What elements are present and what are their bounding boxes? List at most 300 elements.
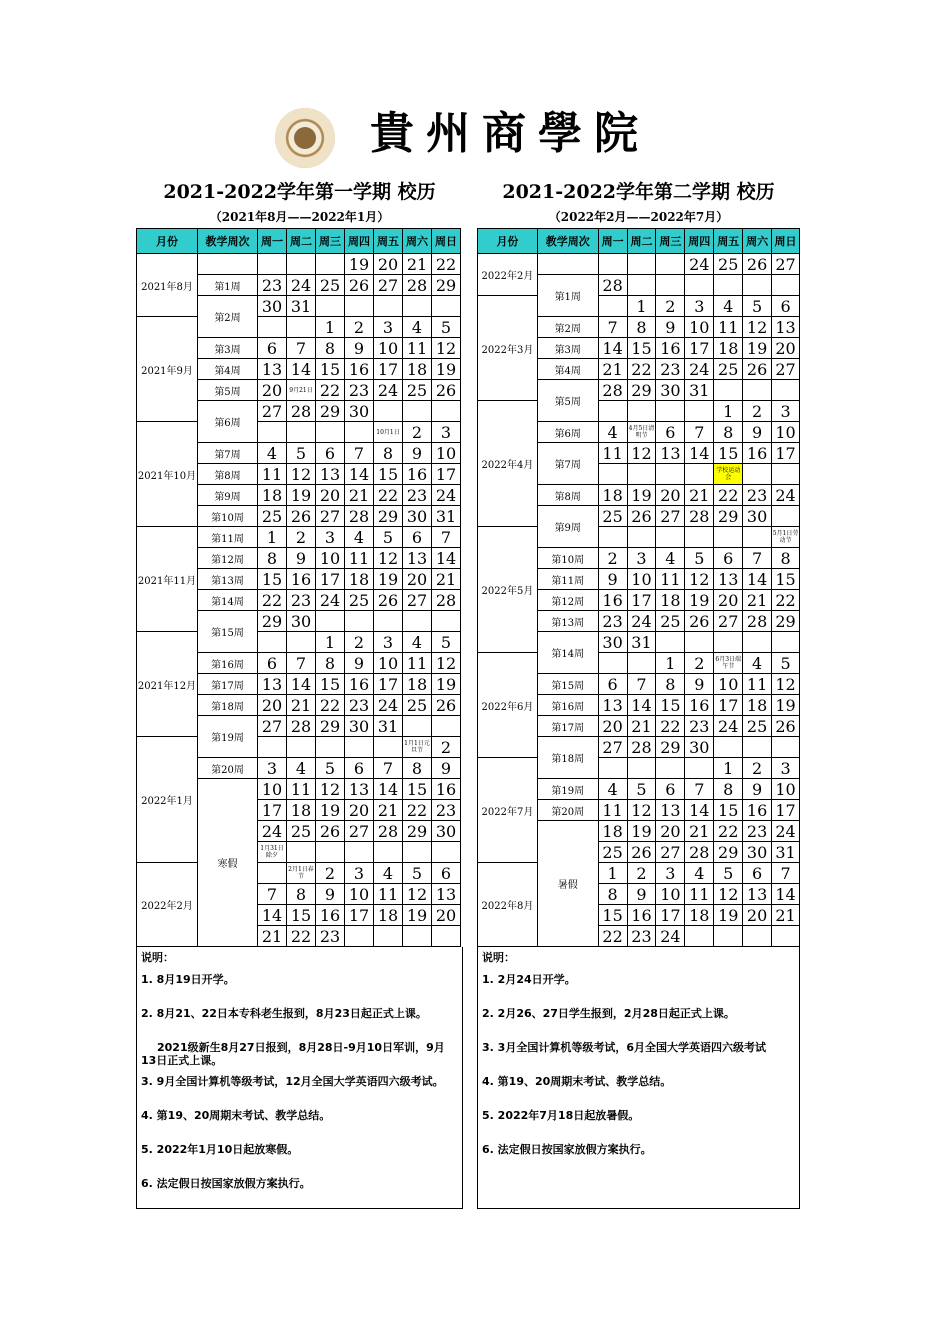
- day-cell: 15: [714, 800, 743, 821]
- day-cell: 10: [656, 884, 685, 905]
- day-cell: [432, 611, 461, 632]
- week-cell: 第6周: [537, 422, 598, 443]
- day-cell: 21: [287, 695, 316, 716]
- day-cell: 21: [598, 359, 627, 380]
- day-cell: 26: [432, 380, 461, 401]
- day-cell: [772, 506, 800, 527]
- day-cell: [258, 737, 287, 758]
- day-cell: 7: [685, 422, 714, 443]
- day-cell: 30: [743, 842, 772, 863]
- day-cell: 2: [345, 632, 374, 653]
- day-cell: 26: [287, 506, 316, 527]
- day-cell: 24: [287, 275, 316, 296]
- day-cell: 10: [772, 779, 800, 800]
- week-cell: 第7周: [198, 443, 258, 464]
- day-cell: 14: [258, 905, 287, 926]
- day-cell: 5: [772, 653, 800, 674]
- semester-1-table: [136, 228, 461, 947]
- calendar-row: [478, 863, 800, 884]
- day-cell: 1: [258, 527, 287, 548]
- day-cell: 9: [345, 653, 374, 674]
- day-cell: 4: [403, 632, 432, 653]
- day-cell: [627, 758, 656, 779]
- day-cell: 15: [258, 569, 287, 590]
- day-cell: [656, 527, 685, 548]
- day-cell: 27: [772, 254, 800, 275]
- day-cell: 13: [432, 884, 461, 905]
- day-cell: 27: [316, 506, 345, 527]
- week-cell: 第17周: [537, 716, 598, 737]
- day-cell: 9: [743, 422, 772, 443]
- month-cell: 2021年10月: [137, 422, 198, 527]
- day-cell: 9: [598, 569, 627, 590]
- day-cell: 23: [627, 926, 656, 947]
- day-cell: 14: [374, 779, 403, 800]
- month-cell: 2021年12月: [137, 632, 198, 737]
- day-cell: 5: [685, 548, 714, 569]
- day-cell: 16: [403, 464, 432, 485]
- week-cell: 第13周: [198, 569, 258, 590]
- day-cell: 12: [316, 779, 345, 800]
- day-cell: [258, 317, 287, 338]
- day-cell: 11: [598, 443, 627, 464]
- day-cell: 22: [432, 254, 461, 275]
- week-cell: 第18周: [537, 737, 598, 779]
- day-cell: 24: [685, 359, 714, 380]
- day-cell: 22: [374, 485, 403, 506]
- month-cell: 2022年1月: [137, 737, 198, 863]
- day-cell: [656, 275, 685, 296]
- day-cell: 3: [374, 317, 403, 338]
- day-cell: 2: [287, 527, 316, 548]
- day-cell: 21: [403, 254, 432, 275]
- week-cell: 第19周: [537, 779, 598, 800]
- day-cell: [316, 422, 345, 443]
- day-cell: 20: [432, 905, 461, 926]
- day-cell: 28: [287, 401, 316, 422]
- day-cell: 7: [374, 758, 403, 779]
- day-cell: 24: [374, 380, 403, 401]
- day-cell: 5: [627, 779, 656, 800]
- day-cell: 14: [743, 569, 772, 590]
- day-cell: 1: [714, 401, 743, 422]
- day-cell: 22: [287, 926, 316, 947]
- day-cell: [743, 380, 772, 401]
- day-cell: 28: [403, 275, 432, 296]
- day-cell: 12: [685, 569, 714, 590]
- day-cell: [403, 842, 432, 863]
- day-cell: 15: [656, 695, 685, 716]
- day-cell: 18: [598, 821, 627, 842]
- day-cell: 19: [316, 800, 345, 821]
- day-cell: 18: [714, 338, 743, 359]
- day-cell: [374, 842, 403, 863]
- day-cell: 22: [316, 695, 345, 716]
- day-cell: 28: [345, 506, 374, 527]
- day-cell: 9: [656, 317, 685, 338]
- day-cell: 10: [685, 317, 714, 338]
- day-cell: 27: [258, 716, 287, 737]
- day-cell: [345, 611, 374, 632]
- note-line: 2021级新生8月27日报到，8月28日-9月10日军训，9月13日正式上课。: [141, 1041, 445, 1067]
- week-cell: 暑假: [537, 821, 598, 947]
- day-cell: 26: [316, 821, 345, 842]
- day-cell: 21: [432, 569, 461, 590]
- day-cell: [743, 926, 772, 947]
- calendar-row: [137, 737, 461, 758]
- day-cell: 24: [316, 590, 345, 611]
- day-cell: [258, 422, 287, 443]
- day-cell: 5月1日劳动节: [772, 527, 800, 548]
- calendar-row: [137, 317, 461, 338]
- day-cell: 11: [258, 464, 287, 485]
- week-cell: 第2周: [198, 296, 258, 338]
- day-cell: 17: [772, 800, 800, 821]
- day-cell: [627, 527, 656, 548]
- note-line: 3. 9月全国计算机等级考试，12月全国大学英语四六级考试。: [141, 1075, 444, 1088]
- day-cell: 26: [685, 611, 714, 632]
- day-cell: 29: [316, 716, 345, 737]
- day-cell: [432, 401, 461, 422]
- note-line: 5. 2022年7月18日起放暑假。: [482, 1109, 640, 1122]
- day-cell: 13: [598, 695, 627, 716]
- day-cell: 23: [287, 590, 316, 611]
- day-cell: 26: [345, 275, 374, 296]
- day-cell: [743, 632, 772, 653]
- day-cell: 3: [772, 401, 800, 422]
- day-cell: 29: [374, 506, 403, 527]
- month-cell: 2021年8月: [137, 254, 198, 317]
- day-cell: [656, 758, 685, 779]
- week-cell: 第3周: [537, 338, 598, 359]
- day-cell: 8: [403, 758, 432, 779]
- week-cell: 寒假: [198, 779, 258, 947]
- day-cell: 8: [287, 884, 316, 905]
- week-cell: 第8周: [198, 464, 258, 485]
- header-cell: 周三: [316, 229, 345, 254]
- day-cell: 17: [432, 464, 461, 485]
- week-cell: 第14周: [198, 590, 258, 611]
- day-cell: [374, 296, 403, 317]
- day-cell: 5: [432, 632, 461, 653]
- day-cell: 11: [714, 317, 743, 338]
- calendar-row: [478, 254, 800, 275]
- day-cell: 22: [772, 590, 800, 611]
- day-cell: 13: [656, 443, 685, 464]
- day-cell: 12: [772, 674, 800, 695]
- month-cell: 2022年7月: [478, 758, 538, 863]
- day-cell: 17: [772, 443, 800, 464]
- day-cell: 3: [685, 296, 714, 317]
- day-cell: 12: [743, 317, 772, 338]
- day-cell: 14: [287, 674, 316, 695]
- day-cell: 3: [258, 758, 287, 779]
- day-cell: 24: [685, 254, 714, 275]
- header-cell: 月份: [478, 229, 538, 254]
- day-cell: 15: [627, 338, 656, 359]
- day-cell: [714, 527, 743, 548]
- week-cell: [537, 254, 598, 275]
- week-cell: 第20周: [198, 758, 258, 779]
- day-cell: 8: [627, 317, 656, 338]
- day-cell: [772, 926, 800, 947]
- day-cell: 15: [287, 905, 316, 926]
- day-cell: 13: [403, 548, 432, 569]
- day-cell: [714, 926, 743, 947]
- day-cell: 10: [627, 569, 656, 590]
- day-cell: 21: [772, 905, 800, 926]
- day-cell: 2: [627, 863, 656, 884]
- day-cell: 1月1日元旦节: [403, 737, 432, 758]
- header-cell: 周六: [743, 229, 772, 254]
- day-cell: 29: [714, 842, 743, 863]
- calendar-row: [137, 863, 461, 884]
- day-cell: 17: [316, 569, 345, 590]
- day-cell: 20: [258, 695, 287, 716]
- semester-2-calendar: [477, 178, 800, 1209]
- note-line: 1. 2月24日开学。: [482, 973, 576, 986]
- day-cell: 23: [743, 821, 772, 842]
- week-cell: 第18周: [198, 695, 258, 716]
- day-cell: 1: [656, 653, 685, 674]
- day-cell: 18: [374, 905, 403, 926]
- week-cell: 第9周: [537, 506, 598, 548]
- day-cell: 23: [345, 380, 374, 401]
- semester-1-calendar: [136, 178, 463, 1209]
- day-cell: 2: [598, 548, 627, 569]
- day-cell: 11: [743, 674, 772, 695]
- day-cell: 12: [374, 548, 403, 569]
- day-cell: [345, 737, 374, 758]
- day-cell: 4: [374, 863, 403, 884]
- header-cell: 周日: [432, 229, 461, 254]
- day-cell: 21: [743, 590, 772, 611]
- day-cell: 学校运动会: [714, 464, 743, 485]
- day-cell: 13: [258, 359, 287, 380]
- day-cell: 17: [345, 905, 374, 926]
- calendar-row: [137, 632, 461, 653]
- day-cell: 3: [316, 527, 345, 548]
- day-cell: 15: [374, 464, 403, 485]
- week-cell: 第5周: [537, 380, 598, 422]
- day-cell: 10: [316, 548, 345, 569]
- day-cell: 30: [743, 506, 772, 527]
- calendar-row: [137, 254, 461, 275]
- day-cell: 20: [598, 716, 627, 737]
- day-cell: 15: [316, 359, 345, 380]
- day-cell: 30: [656, 380, 685, 401]
- day-cell: [287, 422, 316, 443]
- day-cell: [345, 842, 374, 863]
- day-cell: [403, 296, 432, 317]
- week-cell: 第11周: [537, 569, 598, 590]
- day-cell: 18: [598, 485, 627, 506]
- day-cell: 24: [258, 821, 287, 842]
- day-cell: 29: [432, 275, 461, 296]
- day-cell: 27: [772, 359, 800, 380]
- day-cell: [316, 842, 345, 863]
- day-cell: 1: [627, 296, 656, 317]
- day-cell: 18: [403, 359, 432, 380]
- day-cell: 19: [743, 338, 772, 359]
- day-cell: 25: [345, 590, 374, 611]
- week-cell: 第14周: [537, 632, 598, 674]
- day-cell: 20: [403, 569, 432, 590]
- day-cell: 6月3日端午节: [714, 653, 743, 674]
- day-cell: 7: [743, 548, 772, 569]
- day-cell: [374, 611, 403, 632]
- day-cell: 2: [743, 401, 772, 422]
- month-cell: 2022年2月: [478, 254, 538, 296]
- day-cell: [627, 653, 656, 674]
- day-cell: 5: [403, 863, 432, 884]
- seal-center: [294, 127, 316, 149]
- day-cell: [403, 716, 432, 737]
- day-cell: 2: [685, 653, 714, 674]
- day-cell: 8: [598, 884, 627, 905]
- day-cell: [656, 401, 685, 422]
- day-cell: 30: [598, 632, 627, 653]
- week-cell: 第1周: [537, 275, 598, 317]
- day-cell: 4: [345, 527, 374, 548]
- day-cell: 25: [656, 611, 685, 632]
- note-line: 说明：: [141, 951, 174, 964]
- day-cell: [743, 275, 772, 296]
- day-cell: 16: [432, 779, 461, 800]
- day-cell: [287, 632, 316, 653]
- day-cell: 16: [743, 800, 772, 821]
- day-cell: 26: [432, 695, 461, 716]
- day-cell: [432, 716, 461, 737]
- day-cell: 15: [598, 905, 627, 926]
- day-cell: [287, 317, 316, 338]
- day-cell: 24: [374, 695, 403, 716]
- day-cell: 7: [598, 317, 627, 338]
- week-cell: 第3周: [198, 338, 258, 359]
- day-cell: 19: [714, 905, 743, 926]
- day-cell: [598, 296, 627, 317]
- day-cell: 7: [432, 527, 461, 548]
- day-cell: 23: [403, 485, 432, 506]
- day-cell: 9: [627, 884, 656, 905]
- day-cell: [258, 254, 287, 275]
- header-cell: 周二: [287, 229, 316, 254]
- day-cell: 8: [316, 653, 345, 674]
- week-cell: 第15周: [198, 611, 258, 653]
- week-cell: 第7周: [537, 443, 598, 485]
- day-cell: 22: [714, 485, 743, 506]
- day-cell: 9月21日: [287, 380, 316, 401]
- day-cell: 11: [685, 884, 714, 905]
- header-cell: 周五: [714, 229, 743, 254]
- day-cell: 14: [627, 695, 656, 716]
- week-cell: 第4周: [198, 359, 258, 380]
- day-cell: 8: [374, 443, 403, 464]
- day-cell: 24: [772, 821, 800, 842]
- day-cell: 7: [345, 443, 374, 464]
- day-cell: 5: [374, 527, 403, 548]
- header-cell: 周四: [345, 229, 374, 254]
- day-cell: 27: [258, 401, 287, 422]
- day-cell: [598, 758, 627, 779]
- day-cell: 16: [598, 590, 627, 611]
- day-cell: 16: [685, 695, 714, 716]
- header-cell: 月份: [137, 229, 198, 254]
- day-cell: 27: [345, 821, 374, 842]
- day-cell: 3: [656, 863, 685, 884]
- note-line: 6. 法定假日按国家放假方案执行。: [141, 1177, 311, 1190]
- day-cell: 20: [345, 800, 374, 821]
- day-cell: 6: [403, 527, 432, 548]
- day-cell: [345, 422, 374, 443]
- week-cell: 第5周: [198, 380, 258, 401]
- header-cell: 周一: [598, 229, 627, 254]
- day-cell: 8: [258, 548, 287, 569]
- day-cell: 11: [287, 779, 316, 800]
- day-cell: 14: [598, 338, 627, 359]
- note-line: 说明：: [482, 951, 515, 964]
- day-cell: 17: [374, 674, 403, 695]
- day-cell: [656, 632, 685, 653]
- day-cell: 8: [656, 674, 685, 695]
- note-line: 3. 3月全国计算机等级考试，6月全国大学英语四六级考试: [482, 1041, 766, 1054]
- week-cell: 第4周: [537, 359, 598, 380]
- day-cell: 31: [374, 716, 403, 737]
- day-cell: 27: [656, 506, 685, 527]
- day-cell: 12: [627, 800, 656, 821]
- day-cell: 19: [345, 254, 374, 275]
- day-cell: 16: [316, 905, 345, 926]
- day-cell: 15: [316, 674, 345, 695]
- day-cell: 21: [374, 800, 403, 821]
- day-cell: [432, 926, 461, 947]
- day-cell: 13: [772, 317, 800, 338]
- day-cell: 7: [287, 653, 316, 674]
- note-line: 1. 8月19日开学。: [141, 973, 235, 986]
- day-cell: [598, 464, 627, 485]
- header-cell: 教学周次: [198, 229, 258, 254]
- week-cell: 第16周: [537, 695, 598, 716]
- semester-2-notes: [477, 947, 800, 1209]
- day-cell: 4: [598, 779, 627, 800]
- day-cell: 7: [258, 884, 287, 905]
- day-cell: 9: [403, 443, 432, 464]
- day-cell: 6: [743, 863, 772, 884]
- day-cell: 4月5日清明节: [627, 422, 656, 443]
- week-cell: 第12周: [537, 590, 598, 611]
- day-cell: 19: [403, 905, 432, 926]
- day-cell: 23: [316, 926, 345, 947]
- calendar-row: [137, 527, 461, 548]
- day-cell: [772, 464, 800, 485]
- day-cell: 24: [627, 611, 656, 632]
- day-cell: [316, 254, 345, 275]
- day-cell: 23: [598, 611, 627, 632]
- semester-2-table: [477, 228, 800, 947]
- day-cell: 3: [345, 863, 374, 884]
- day-cell: 9: [432, 758, 461, 779]
- day-cell: [287, 737, 316, 758]
- day-cell: 12: [432, 653, 461, 674]
- day-cell: [403, 611, 432, 632]
- day-cell: 12: [432, 338, 461, 359]
- day-cell: 28: [685, 506, 714, 527]
- day-cell: 2月1日春节: [287, 863, 316, 884]
- day-cell: 11: [345, 548, 374, 569]
- day-cell: 6: [656, 779, 685, 800]
- day-cell: 22: [714, 821, 743, 842]
- day-cell: 21: [685, 485, 714, 506]
